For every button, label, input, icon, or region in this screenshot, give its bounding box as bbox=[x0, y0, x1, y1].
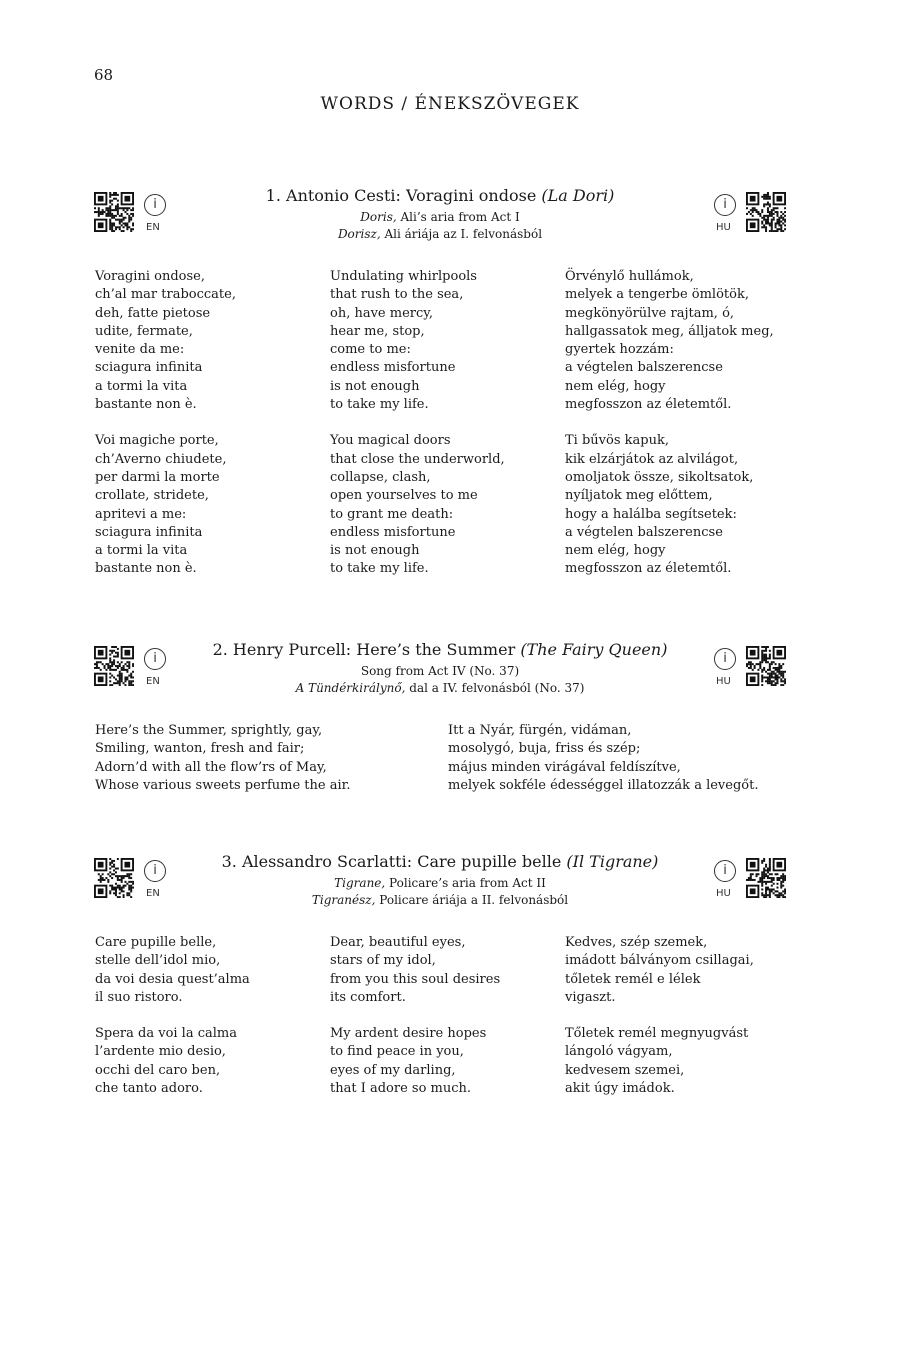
song-header bbox=[90, 852, 790, 914]
lyrics-column bbox=[330, 268, 505, 597]
song-header bbox=[90, 186, 790, 248]
lang-label-en: EN bbox=[146, 888, 160, 899]
lyric-line: occhi del caro ben, bbox=[95, 1062, 221, 1078]
lang-label-hu: HU bbox=[716, 676, 731, 687]
lyric-line: nem elég, hogy bbox=[565, 543, 666, 559]
lyric-line: to find peace in you, bbox=[330, 1044, 464, 1060]
lyric-line: deh, fatte pietose bbox=[95, 305, 211, 321]
info-icon[interactable]: i bbox=[144, 194, 166, 216]
lyric-line: hallgassatok meg, álljatok meg, bbox=[565, 323, 774, 339]
song-subtitle-hu: Tigranész, Policare áriája a II. felvonásból bbox=[311, 893, 569, 907]
lyric-line: Itt a Nyár, fürgén, vidáman, bbox=[448, 723, 632, 738]
lyric-line: per darmi la morte bbox=[95, 469, 220, 485]
lyric-line: a tormi la vita bbox=[95, 378, 188, 394]
lyric-line: oh, have mercy, bbox=[330, 305, 434, 321]
stanza bbox=[95, 1025, 250, 1098]
stanza bbox=[95, 934, 250, 1007]
lyric-line: come to me: bbox=[330, 342, 411, 358]
lyric-line: udite, fermate, bbox=[95, 323, 193, 339]
lyric-line: da voi desia quest’alma bbox=[95, 971, 250, 987]
lyric-line: is not enough bbox=[330, 543, 420, 559]
lyric-line: Voragini ondose, bbox=[95, 269, 205, 284]
song-subtitle-en: Song from Act IV (No. 37) bbox=[360, 664, 520, 678]
lyric-line: megfosszon az életemtől. bbox=[565, 397, 732, 413]
lyric-line: Tőletek remél megnyugvást bbox=[565, 1026, 749, 1042]
lyric-line: vigaszt. bbox=[565, 989, 616, 1005]
lyric-line: to grant me death: bbox=[330, 506, 454, 522]
lyric-line: ch’Averno chiudete, bbox=[95, 451, 227, 467]
lyric-line: Smiling, wanton, fresh and fair; bbox=[95, 741, 305, 757]
lyric-line: endless misfortune bbox=[330, 524, 456, 540]
lyric-line: Kedves, szép szemek, bbox=[565, 935, 708, 950]
lyric-line: sciagura infinita bbox=[95, 360, 203, 376]
lyric-line: bastante non è. bbox=[95, 397, 197, 413]
lyric-line: lángoló vágyam, bbox=[565, 1044, 673, 1060]
lyric-line: a végtelen balszerencse bbox=[565, 524, 723, 540]
stanza bbox=[330, 432, 505, 578]
stanza bbox=[565, 432, 774, 578]
lyric-line: venite da me: bbox=[95, 342, 185, 358]
lyric-line: május minden virágával feldíszítve, bbox=[448, 759, 681, 775]
stanza bbox=[95, 268, 236, 414]
stanza bbox=[95, 722, 351, 795]
stanza bbox=[330, 934, 500, 1007]
lyric-line: crollate, stridete, bbox=[95, 488, 209, 504]
lyric-line: Voi magiche porte, bbox=[95, 433, 219, 449]
page-number: 68 bbox=[94, 66, 114, 84]
lyric-line: Adorn’d with all the flow’rs of May, bbox=[95, 759, 327, 775]
song-title: 3. Alessandro Scarlatti: Care pupille belle (Il Tigrane) bbox=[221, 852, 659, 871]
lyric-line: to take my life. bbox=[330, 397, 429, 413]
stanza bbox=[565, 934, 754, 1007]
song-subtitle-en: Tigrane, Policare’s aria from Act II bbox=[334, 876, 546, 890]
lyric-line: Whose various sweets perfume the air. bbox=[95, 777, 351, 793]
lyrics-column bbox=[448, 722, 758, 813]
lyric-line: Spera da voi la calma bbox=[95, 1026, 237, 1042]
info-icon[interactable]: i bbox=[144, 648, 166, 670]
lyric-line: imádott bálványom csillagai, bbox=[565, 953, 754, 969]
lyric-line: Ti bűvös kapuk, bbox=[565, 433, 669, 449]
song-subtitle-en: Doris, Ali’s aria from Act I bbox=[360, 210, 520, 224]
lyric-line: stelle dell’idol mio, bbox=[95, 953, 221, 969]
page-title: WORDS / ÉNEKSZÖVEGEK bbox=[320, 94, 580, 114]
lyrics-column bbox=[565, 268, 774, 597]
song-section bbox=[90, 852, 790, 1097]
lyrics-column bbox=[95, 722, 351, 813]
info-icon[interactable]: i bbox=[714, 648, 736, 670]
stanza bbox=[448, 722, 758, 795]
lyric-line: l’ardente mio desio, bbox=[95, 1044, 226, 1060]
qr-code-hu-icon[interactable] bbox=[746, 192, 786, 232]
stanza bbox=[95, 432, 236, 578]
lang-label-hu: HU bbox=[716, 222, 731, 233]
lang-label-en: EN bbox=[146, 222, 160, 233]
song-subtitle-hu: A Tündérkirálynő, dal a IV. felvonásból (No. 37) bbox=[295, 681, 585, 695]
song-title: 1. Antonio Cesti: Voragini ondose (La Dori) bbox=[265, 186, 615, 205]
lyric-line: omoljatok össze, sikoltsatok, bbox=[565, 469, 754, 485]
lyric-line: eyes of my darling, bbox=[330, 1062, 456, 1078]
lyric-line: endless misfortune bbox=[330, 360, 456, 376]
lyric-line: open yourselves to me bbox=[330, 488, 478, 504]
lyric-line: Here’s the Summer, sprightly, gay, bbox=[95, 723, 323, 738]
lyrics-column bbox=[565, 934, 754, 1116]
lyric-line: a végtelen balszerencse bbox=[565, 360, 723, 376]
lyric-line: Örvénylő hullámok, bbox=[565, 269, 694, 284]
stanza bbox=[565, 1025, 754, 1098]
lyric-line: kedvesem szemei, bbox=[565, 1062, 685, 1078]
lyric-line: to take my life. bbox=[330, 561, 429, 577]
lyric-line: bastante non è. bbox=[95, 561, 197, 577]
lyric-line: Undulating whirlpools bbox=[330, 269, 477, 284]
lang-label-en: EN bbox=[146, 676, 160, 687]
lyric-line: kik elzárjátok az alvilágot, bbox=[565, 451, 739, 467]
lyric-line: Dear, beautiful eyes, bbox=[330, 935, 466, 950]
lyric-line: from you this soul desires bbox=[330, 971, 501, 987]
stanza bbox=[330, 1025, 500, 1098]
qr-code-hu-icon[interactable] bbox=[746, 858, 786, 898]
lyric-line: is not enough bbox=[330, 378, 420, 394]
lyric-line: Care pupille belle, bbox=[95, 935, 217, 950]
lyric-line: mosolygó, buja, friss és szép; bbox=[448, 741, 641, 757]
lyric-line: hogy a halálba segítsetek: bbox=[565, 506, 737, 522]
lyric-line: il suo ristoro. bbox=[95, 989, 183, 1005]
lyrics-column bbox=[330, 934, 500, 1116]
song-title: 2. Henry Purcell: Here’s the Summer (The Fairy Queen) bbox=[212, 640, 668, 659]
lyric-line: gyertek hozzám: bbox=[565, 342, 674, 358]
info-icon[interactable]: i bbox=[714, 194, 736, 216]
lyric-line: My ardent desire hopes bbox=[330, 1026, 487, 1042]
lyric-line: its comfort. bbox=[330, 989, 406, 1005]
stanza bbox=[565, 268, 774, 414]
lyric-line: tőletek remél e lélek bbox=[565, 971, 701, 987]
lyrics-column bbox=[95, 934, 250, 1116]
lyric-line: megfosszon az életemtől. bbox=[565, 561, 732, 577]
lyric-line: You magical doors bbox=[330, 433, 451, 449]
qr-code-hu-icon[interactable] bbox=[746, 646, 786, 686]
stanza bbox=[330, 268, 505, 414]
lyric-line: che tanto adoro. bbox=[95, 1081, 203, 1097]
lyric-line: stars of my idol, bbox=[330, 953, 436, 969]
song-subtitle-hu: Dorisz, Ali áriája az I. felvonásból bbox=[337, 227, 543, 241]
song-section bbox=[90, 640, 790, 793]
song-section bbox=[90, 186, 790, 577]
lyric-line: sciagura infinita bbox=[95, 524, 203, 540]
lyric-line: akit úgy imádok. bbox=[565, 1081, 675, 1097]
lang-label-hu: HU bbox=[716, 888, 731, 899]
song-header bbox=[90, 640, 790, 702]
lyric-line: melyek a tengerbe ömlötök, bbox=[565, 287, 749, 303]
info-icon[interactable]: i bbox=[144, 860, 166, 882]
info-icon[interactable]: i bbox=[714, 860, 736, 882]
lyric-line: that close the underworld, bbox=[330, 451, 505, 467]
lyric-line: apritevi a me: bbox=[95, 506, 187, 522]
lyrics-column bbox=[95, 268, 236, 597]
lyric-line: that rush to the sea, bbox=[330, 287, 464, 303]
lyric-line: megkönyörülve rajtam, ó, bbox=[565, 305, 735, 321]
lyric-line: nyíljatok meg előttem, bbox=[565, 488, 713, 504]
lyric-line: collapse, clash, bbox=[330, 469, 431, 485]
lyric-line: a tormi la vita bbox=[95, 543, 188, 559]
lyric-line: nem elég, hogy bbox=[565, 378, 666, 394]
lyric-line: that I adore so much. bbox=[330, 1081, 472, 1097]
lyric-line: ch’al mar traboccate, bbox=[95, 287, 236, 303]
lyric-line: hear me, stop, bbox=[330, 323, 425, 339]
lyric-line: melyek sokféle édességgel illatozzák a levegőt. bbox=[448, 777, 759, 793]
